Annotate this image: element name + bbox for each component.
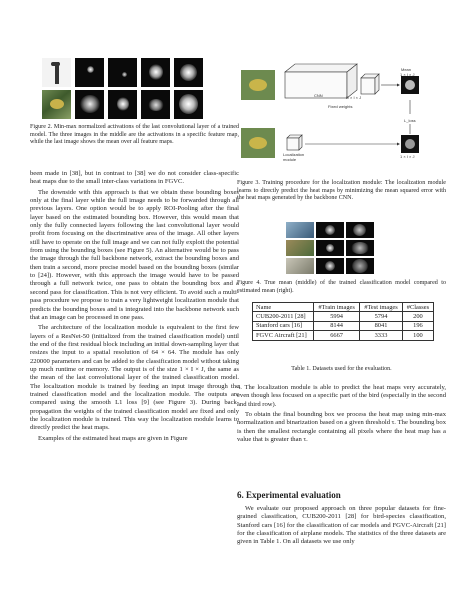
figure3-arrowhead-mean xyxy=(397,84,400,87)
figure3-label-mean-dims: 1 × I × J xyxy=(400,72,415,77)
left-paragraph-3: Examples of the estimated heat maps are given in Figure xyxy=(38,434,188,442)
figure4-true-mean-1 xyxy=(316,222,344,238)
figure2-activation-2a xyxy=(75,90,104,119)
right-column-body xyxy=(237,384,446,444)
figure3-cnn-top xyxy=(285,64,357,72)
figure3-mean-hotspot xyxy=(405,80,415,90)
figure3-label-loss: L_loss xyxy=(404,118,416,123)
figure3-label-fixed: Fixed weights xyxy=(328,104,353,109)
table-cell: 100 xyxy=(402,331,433,340)
table-header-name: Name xyxy=(253,303,314,312)
figure2-activation-2b xyxy=(108,90,137,119)
figure4-estimated-mean-1 xyxy=(346,222,374,238)
figure3-arrowhead-loc xyxy=(397,143,400,146)
section-title-experimental: 6. Experimental evaluation xyxy=(237,490,341,500)
right-paragraph-final: To obtain the final bounding box we process the heat map using min-max normalization and binarization based on a given threshold τ. The bounding box is then the smallest rectangle containing all pixels where the heat map has a value that is greater than τ. xyxy=(237,411,446,444)
figure3-label-cnn: CNN xyxy=(314,93,323,98)
figure2-caption: Figure 2. Min-max normalized activations of the last convolutional layer of a trained model. The three images in the middle are the activations in a specific feature map, while the last image shows the mean over all feature maps. xyxy=(30,124,239,146)
table-cell: 5994 xyxy=(314,312,360,321)
table-header-classes: #Classes xyxy=(402,303,433,312)
table-cell: 5794 xyxy=(360,312,403,321)
left-paragraph-2: The architecture of the localization module is equivalent to the first few layers of a ResNet-50 (initialized from the trained classification model) until the end of the first residual block including an initial down-sampling layer that resizes the input to a spatial resolution of 64 × 64. The module has only 220000 parameters and can be added to the classification model without taking up much runtime or memory. The output is of the size 1 × I × J, the same as the mean of the last convolutional layer of the trained classification model. The localization module is trained by feeding an input image through the trained classification model and the localization module. The outputs are compared using the smooth L1 loss [9] (see Figure 3). During back-propagation the weights of the trained classification model are fixed and only the localization module is trained. This way the localization module learns to directly predict the heat maps. xyxy=(30,324,239,432)
table-cell: 196 xyxy=(402,321,433,330)
section-experimental-body xyxy=(237,505,446,547)
table-cell: 8041 xyxy=(360,321,403,330)
figure3-caption: Figure 3. Training procedure for the localization module: The localization module learns to directly predict the heat maps by minimizing the mean squared error with the heat maps generated by the backbone CNN. xyxy=(237,180,446,202)
section-experimental-paragraph: We evaluate our proposed approach on three popular datasets for fine-grained classification, CUB200-2011 [28] for bird-species classification, Stanford cars [16] for the classification of car models and FGVC-Aircraft [21] for the classification of airplane models. The statistics of the three datasets are given in Table 1. On all datasets we use only xyxy=(237,505,446,546)
table-header-test: #Test images xyxy=(360,303,403,312)
figure2-input-image-2 xyxy=(42,90,71,119)
figure2-mean-1 xyxy=(174,58,203,87)
figure4-caption: Figure 4. True mean (middle) of the trained classification model compared to estimated mean (right). xyxy=(237,280,446,294)
figure3-label-loc-module: Localization module xyxy=(283,152,305,162)
figure4-estimated-mean-2 xyxy=(346,240,374,256)
table-row xyxy=(253,321,434,330)
table-row xyxy=(253,331,434,340)
figure2-row-1 xyxy=(42,58,203,87)
figure3-bird-body-1 xyxy=(249,79,267,91)
left-paragraph-1: The downside with this approach is that we obtain these bounding boxes only at the final layer while the full image needs to be forwarded through all previous layers. One option would be to apply ROI-Pooling after the final layer based on the estimated bounding box. However, this would mean that only the fully connected layers following the last convolutional layer would profit from focusing on the discriminative area of the image. All other layers still have to operate on the full image and we can not fully exploit the potential from using the bounding boxes (see Figure 5). An alternative would be to pass the image through the full backbone network, extract the bounding boxes and then train a second, more precise model based on the bounding boxes (similar to [24]). However, with this approach the image would have to be passed through a full network twice, one pass to obtain the bounding box and a second pass for classification. This is not very efficient. To avoid such a multi-pass procedure we propose to train a very lightweight localization module that predicts the bounding boxes and is integrated into the backbone network such that an image can be processed in one pass. xyxy=(30,188,239,321)
figure3-feature-block xyxy=(361,78,375,94)
figure3-loc-side xyxy=(299,135,302,150)
table-cell: 3333 xyxy=(360,331,403,340)
table-cell: 6667 xyxy=(314,331,360,340)
table-cell: FGVC Aircraft [21] xyxy=(253,331,314,340)
figure4-image-2 xyxy=(286,240,314,256)
figure4-grid xyxy=(286,222,374,274)
figure2-input-image-1 xyxy=(42,58,71,87)
dataset-table xyxy=(252,302,434,341)
left-continuation: been made in [38], but in contrast to [38] we do not consider class-specific heat maps due to the small inter-class variations in FGVC. xyxy=(30,170,239,186)
figure2-activation-1a xyxy=(75,58,104,87)
figure3-loc-module xyxy=(287,138,299,150)
figure4-true-mean-2 xyxy=(316,240,344,256)
figure2-activation-2c xyxy=(141,90,170,119)
figure3-estimated-hotspot xyxy=(405,139,415,149)
table-row xyxy=(253,312,434,321)
figure3-feature-side xyxy=(375,74,379,94)
table1-caption: Table 1. Datasets used for the evaluation. xyxy=(291,366,392,372)
figure2-activation-1c xyxy=(141,58,170,87)
figure4-true-mean-3 xyxy=(316,258,344,274)
figure4-image-1 xyxy=(286,222,314,238)
figure3-label-mean: Mean xyxy=(401,67,412,72)
figure2-row-2 xyxy=(42,90,203,119)
figure3-bird-body-2 xyxy=(249,137,267,149)
table-header-row xyxy=(253,303,434,312)
figure4-image-3 xyxy=(286,258,314,274)
figure3-label-dims: D × I × J xyxy=(346,95,362,100)
figure3-diagram xyxy=(237,58,446,173)
table-cell: CUB200-2011 [28] xyxy=(253,312,314,321)
table-cell: Stanford cars [16] xyxy=(253,321,314,330)
figure4-estimated-mean-3 xyxy=(346,258,374,274)
right-point-4: 4. The localization module is able to predict the heat maps very accurately, even though less focused on a specific part of the bird (especially in the second and third row). xyxy=(237,384,446,408)
table-cell: 8144 xyxy=(314,321,360,330)
figure2-mean-2 xyxy=(174,90,203,119)
table-cell: 200 xyxy=(402,312,433,321)
left-column-body xyxy=(30,170,239,443)
figure3-label-loc-dims: 1 × I × J xyxy=(400,154,415,159)
table-header-train: #Train images xyxy=(314,303,360,312)
figure2-activation-1b xyxy=(108,58,137,87)
